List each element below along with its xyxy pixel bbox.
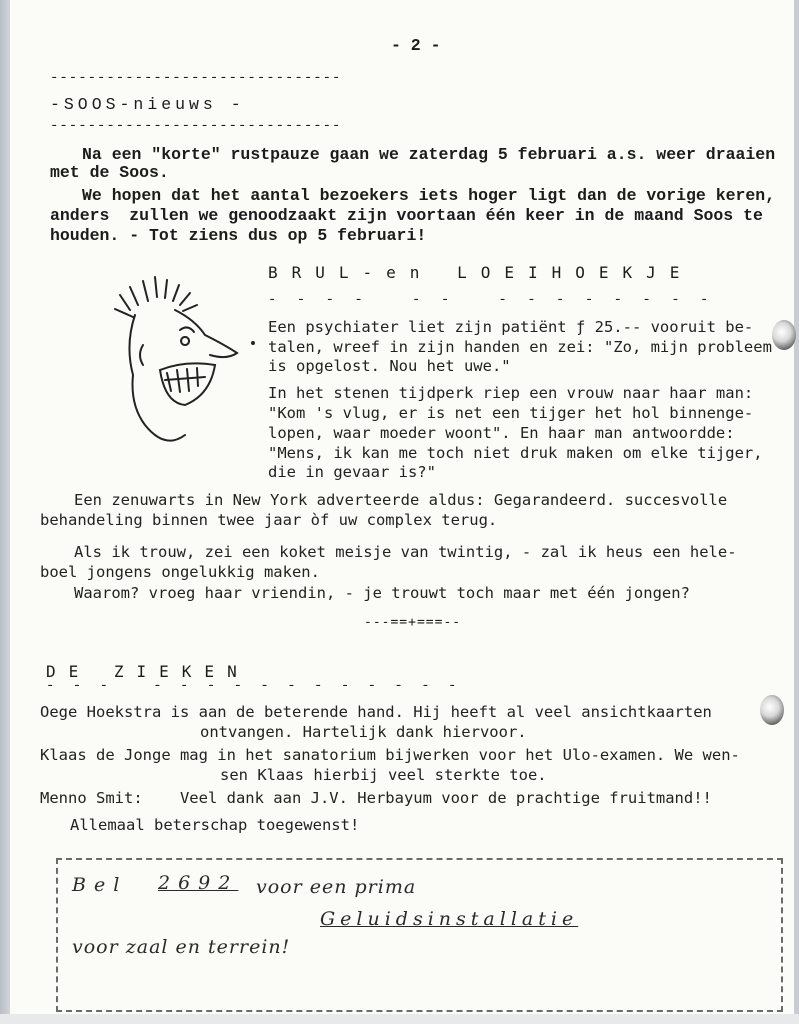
soos-line-2: met de Soos. (50, 163, 169, 182)
ad-bel-text: Bel (72, 874, 128, 896)
soos-heading: -SOOS-nieuws - (50, 95, 245, 114)
zieken-line-4: sen Klaas hierbij veel sterkte toe. (220, 766, 547, 784)
zieken-line-3: Klaas de Jonge mag in het sanatorium bijwerken voor het Ulo-examen. We wen- (40, 746, 740, 764)
joke-4-line-1: Als ik trouw, zei een koket meisje van twintig, - zal ik heus een hele- (74, 543, 737, 561)
zieken-heading-underline: - - - - - - - - - - - - - - - (46, 678, 462, 694)
joke-1-line-3: is opgelost. Nou het uwe." (268, 357, 511, 375)
zieken-heading: DE ZIEKEN (46, 662, 250, 681)
soos-line-4: anders zullen we genoodzaakt zijn voortaan één keer in de maand Soos te (50, 206, 763, 225)
binder-hole-bottom (760, 695, 784, 725)
joke-2-line-1: In het stenen tijdperk riep een vrouw naar haar man: (268, 384, 754, 402)
document-page (10, 0, 794, 1018)
ad-prima-text: voor een prima (256, 876, 417, 898)
joke-2-line-3: lopen, waar moeder woont". En haar man antwoordde: (268, 424, 735, 442)
page-bottom-edge (0, 1014, 799, 1024)
page-number: - 2 - (391, 36, 441, 55)
joke-3-line-2: behandeling binnen twee jaar òf uw complex terug. (40, 511, 498, 529)
heading-border-bottom: ------------------------------- (50, 118, 342, 134)
soos-heading-text: SOOS-nieuws (63, 95, 217, 114)
joke-2-line-5: die in gevaar is?" (268, 463, 436, 481)
ad-product-name: Geluidsinstallatie (320, 908, 579, 930)
ad-phone-number: 2692 (158, 872, 239, 894)
joke-2-line-2: "Kom 's vlug, er is net een tijger het hol binnenge- (268, 404, 754, 422)
zieken-line-2: ontvangen. Hartelijk dank hiervoor. (200, 723, 527, 741)
joke-3-line-1: Een zenuwarts in New York adverteerde aldus: Gegarandeerd. succesvolle (74, 491, 728, 509)
heading-border-top: ------------------------------- (50, 70, 342, 86)
joke-1-line-2: talen, wreef in zijn handen en zei: "Zo, mijn probleem (268, 338, 772, 356)
cartoon-face-illustration (105, 275, 265, 460)
joke-1-line-1: Een psychiater liet zijn patiënt ƒ 25.-- vooruit be- (268, 318, 754, 336)
soos-line-3: We hopen dat het aantal bezoekers iets hoger ligt dan de vorige keren, (82, 186, 776, 205)
brul-heading-underline: - - - - - - - - - - - - - - (268, 292, 715, 308)
brul-heading: BRUL-en LOEIHOEKJE (268, 263, 694, 282)
soos-line-5: houden. - Tot ziens dus op 5 februari! (50, 226, 427, 245)
ad-venue-text: voor zaal en terrein! (72, 936, 291, 958)
binder-hole-top (772, 320, 796, 350)
joke-4-line-2: boel jongens ongelukkig maken. (40, 563, 320, 581)
joke-4-line-3: Waarom? vroeg haar vriendin, - je trouwt toch maar met één jongen? (74, 584, 690, 602)
zieken-line-5: Menno Smit: Veel dank aan J.V. Herbayum voor de prachtige fruitmand!! (40, 789, 712, 807)
joke-2-line-4: "Mens, ik kan me toch niet druk maken om elke tijger, (268, 444, 763, 462)
soos-line-1: Na een "korte" rustpauze gaan we zaterdag 5 februari a.s. weer draaien (82, 145, 776, 164)
section-separator: ---==+===-- (364, 615, 462, 630)
zieken-line-6: Allemaal beterschap toegewenst! (70, 816, 360, 834)
zieken-line-1: Oege Hoekstra is aan de beterende hand. Hij heeft al veel ansichtkaarten (40, 703, 712, 721)
